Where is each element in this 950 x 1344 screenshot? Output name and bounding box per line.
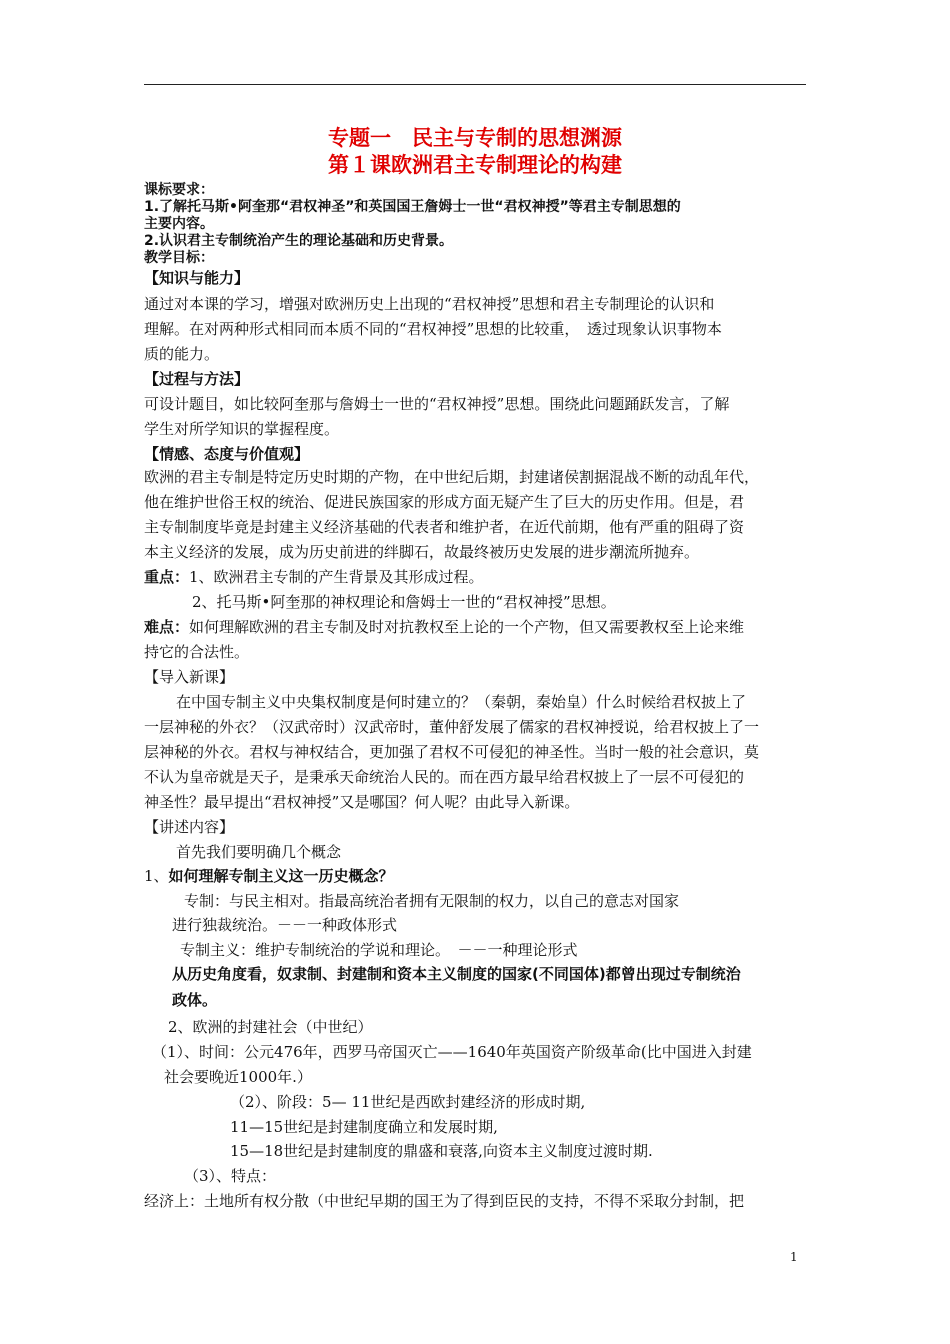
text-line: 专制主义：维护专制统治的学说和理论。 －－一种理论形式 [180,941,578,959]
text-line: 欧洲的君主专制是特定历史时期的产物，在中世纪后期，封建诸侯割据混战不断的动乱年代， [144,468,760,486]
text-line: 经济上：土地所有权分散（中世纪早期的国王为了得到臣民的支持，不得不采取分封制，把 [144,1192,745,1210]
text-line: 1.了解托马斯•阿奎那“君权神圣”和英国国王詹姆士一世“君权神授”等君主专制思想的 [144,199,681,215]
text-line: 政体。 [172,991,218,1009]
page-number: 1 [790,1250,798,1264]
section-heading: 【情感、态度与价值观】 [144,445,310,463]
difficulty-label: 难点： [144,618,190,636]
text-line: （1）、时间：公元476年，西罗马帝国灭亡——1640年英国资产阶级革命(比中国进入封建 [152,1043,752,1061]
text-line: 社会要晚近1000年.） [164,1068,312,1086]
text-line: 11—15世纪是封建制度确立和发展时期, [230,1118,498,1136]
page-title: 专题一 民主与专制的思想渊源 [328,126,622,150]
text-line: 主要内容。 [144,216,214,232]
text-line: 教学目标： [144,250,214,266]
text-line: 学生对所学知识的掌握程度。 [144,420,340,438]
text-line: 层神秘的外衣。君权与神权结合，更加强了君权不可侵犯的神圣性。当时一般的社会意识，莫 [144,743,760,761]
text-line: 不认为皇帝就是天子，是秉承天命统治人民的。而在西方最早给君权披上了一层不可侵犯的 [144,768,745,786]
section-heading: 【讲述内容】 [144,818,235,836]
text-line: 首先我们要明确几个概念 [176,843,342,861]
text-line: 持它的合法性。 [144,643,250,661]
text-line: 主专制制度毕竟是封建主义经济基础的代表者和维护者，在近代前期，他有严重的阻碍了资 [144,518,745,536]
question-heading: 如何理解专制主义这一历史概念？ [168,867,394,885]
key-points-label: 重点： [144,568,190,586]
text-line: 神圣性？最早提出“君权神授”又是哪国？何人呢？由此导入新课。 [144,793,580,811]
text-line: 进行独裁统治。－－一种政体形式 [172,916,398,934]
text-line: 15—18世纪是封建制度的鼎盛和衰落,向资本主义制度过渡时期. [230,1142,653,1160]
section-heading: 【过程与方法】 [144,370,250,388]
text-line: 2、托马斯•阿奎那的神权理论和詹姆士一世的“君权神授”思想。 [192,593,616,611]
text-line: 2.认识君主专制统治产生的理论基础和历史背景。 [144,233,454,249]
text-line: 质的能力。 [144,345,220,363]
text-line: （2）、阶段：5— 11世纪是西欧封建经济的形成时期, [230,1093,586,1111]
text-line: 2、欧洲的封建社会（中世纪） [168,1018,373,1036]
text-line: 在中国专制主义中央集权制度是何时建立的？（秦朝，秦始皇）什么时候给君权披上了 [176,693,747,711]
text-line: 1、欧洲君主专制的产生背景及其形成过程。 [189,568,484,586]
text-line: 一层神秘的外衣？（汉武帝时）汉武帝时，董仲舒发展了儒家的君权神授说，给君权披上了一 [144,718,760,736]
text-line: 可设计题目，如比较阿奎那与詹姆士一世的“君权神授”思想。围绕此问题踊跃发言，了解 [144,395,730,413]
text-line: 如何理解欧洲的君主专制及时对抗教权至上论的一个产物，但又需要教权至上论来维 [189,618,745,636]
section-heading: 【导入新课】 [144,668,235,686]
text-line: 通过对本课的学习，增强对欧洲历史上出现的“君权神授”思想和君主专制理论的认识和 [144,295,715,313]
lesson-title: 第１课欧洲君主专制理论的构建 [328,153,622,177]
text-line: 本主义经济的发展，成为历史前进的绊脚石，故最终被历史发展的进步潮流所抛弃。 [144,543,700,561]
text-line: 专制：与民主相对。指最高统治者拥有无限制的权力，以自己的意志对国家 [184,892,680,910]
text-line: （3）、特点： [184,1167,277,1185]
text-line: 理解。在对两种形式相同而本质不同的“君权神授”思想的比较重， 透过现象认识事物本 [144,320,722,338]
text-line: 从历史角度看，奴隶制、封建制和资本主义制度的国家(不同国体)都曾出现过专制统治 [172,965,741,983]
section-heading: 【知识与能力】 [144,269,250,287]
text-line: 课标要求： [144,182,214,198]
text-line: 他在维护世俗王权的统治、促进民族国家的形成方面无疑产生了巨大的历史作用。但是，君 [144,493,745,511]
item-number: 1、 [144,867,169,885]
top-rule [144,84,806,85]
